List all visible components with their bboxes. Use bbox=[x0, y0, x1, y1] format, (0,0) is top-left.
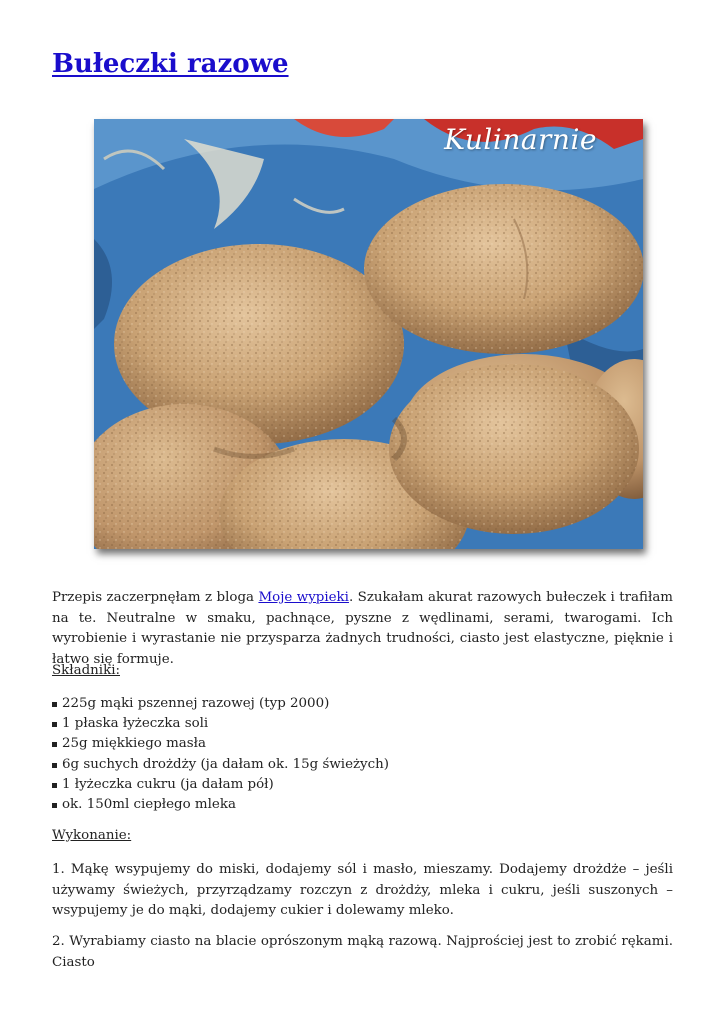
bullet-icon bbox=[52, 742, 57, 747]
bullet-icon bbox=[52, 722, 57, 727]
ingredient-item bbox=[52, 795, 389, 815]
ingredient-text: 225g mąki pszennej razowej (typ 2000) bbox=[62, 696, 330, 711]
bullet-icon bbox=[52, 702, 57, 707]
bread-rolls-image bbox=[94, 119, 643, 549]
intro-text-after: . Szukałam akurat razowych bułeczek i trafiłam na te. Neutralne w smaku, pachnące, pyszne z wędlinami, serami, twarogami. Ich wyrobienie i wyrastanie nie przysparza żadnych trudności, ciasto jest elastyczne, pięknie i łatwo się formuje. bbox=[52, 590, 673, 667]
ingredients-list bbox=[52, 694, 389, 815]
method-step-2: 2. Wyrabiamy ciasto na blacie oprószonym mąką razową. Najprościej jest to zrobić rękami. Ciasto bbox=[52, 934, 673, 970]
photo-watermark: Kulinarnie bbox=[444, 123, 597, 156]
page-title[interactable]: Bułeczki razowe bbox=[52, 49, 289, 79]
bullet-icon bbox=[52, 783, 57, 788]
ingredient-text: 25g miękkiego masła bbox=[62, 736, 206, 752]
recipe-photo bbox=[94, 119, 643, 549]
ingredient-text: 6g suchych drożdży (ja dałam ok. 15g świeżych) bbox=[62, 756, 389, 772]
ingredient-text: ok. 150ml ciepłego mleka bbox=[62, 797, 236, 813]
bullet-icon bbox=[52, 763, 57, 768]
blog-link[interactable]: Moje wypieki bbox=[258, 590, 349, 605]
ingredient-text: 1 płaska łyżeczka soli bbox=[62, 716, 209, 732]
intro-text-before: Przepis zaczerpnęłam z bloga bbox=[52, 590, 259, 605]
method-step-1: 1. Mąkę wsypujemy do miski, dodajemy sól i masło, mieszamy. Dodajemy drożdże – jeśli używamy świeżych, przyrządzamy rozczyn z drożdży, mleka i cukru, jeśli suszonych – wsypujemy je do mąki, dodajemy cukier i dolewamy mleko. bbox=[52, 862, 673, 918]
ingredient-item bbox=[52, 714, 389, 734]
ingredients-heading: Składniki: bbox=[52, 663, 120, 678]
ingredient-item bbox=[52, 755, 389, 775]
intro-paragraph bbox=[52, 588, 673, 670]
bullet-icon bbox=[52, 803, 57, 808]
ingredient-text: 1 łyżeczka cukru (ja dałam pół) bbox=[62, 776, 274, 792]
ingredient-item bbox=[52, 694, 389, 714]
ingredient-item bbox=[52, 775, 389, 795]
ingredient-item bbox=[52, 734, 389, 754]
method-heading: Wykonanie: bbox=[52, 828, 132, 843]
